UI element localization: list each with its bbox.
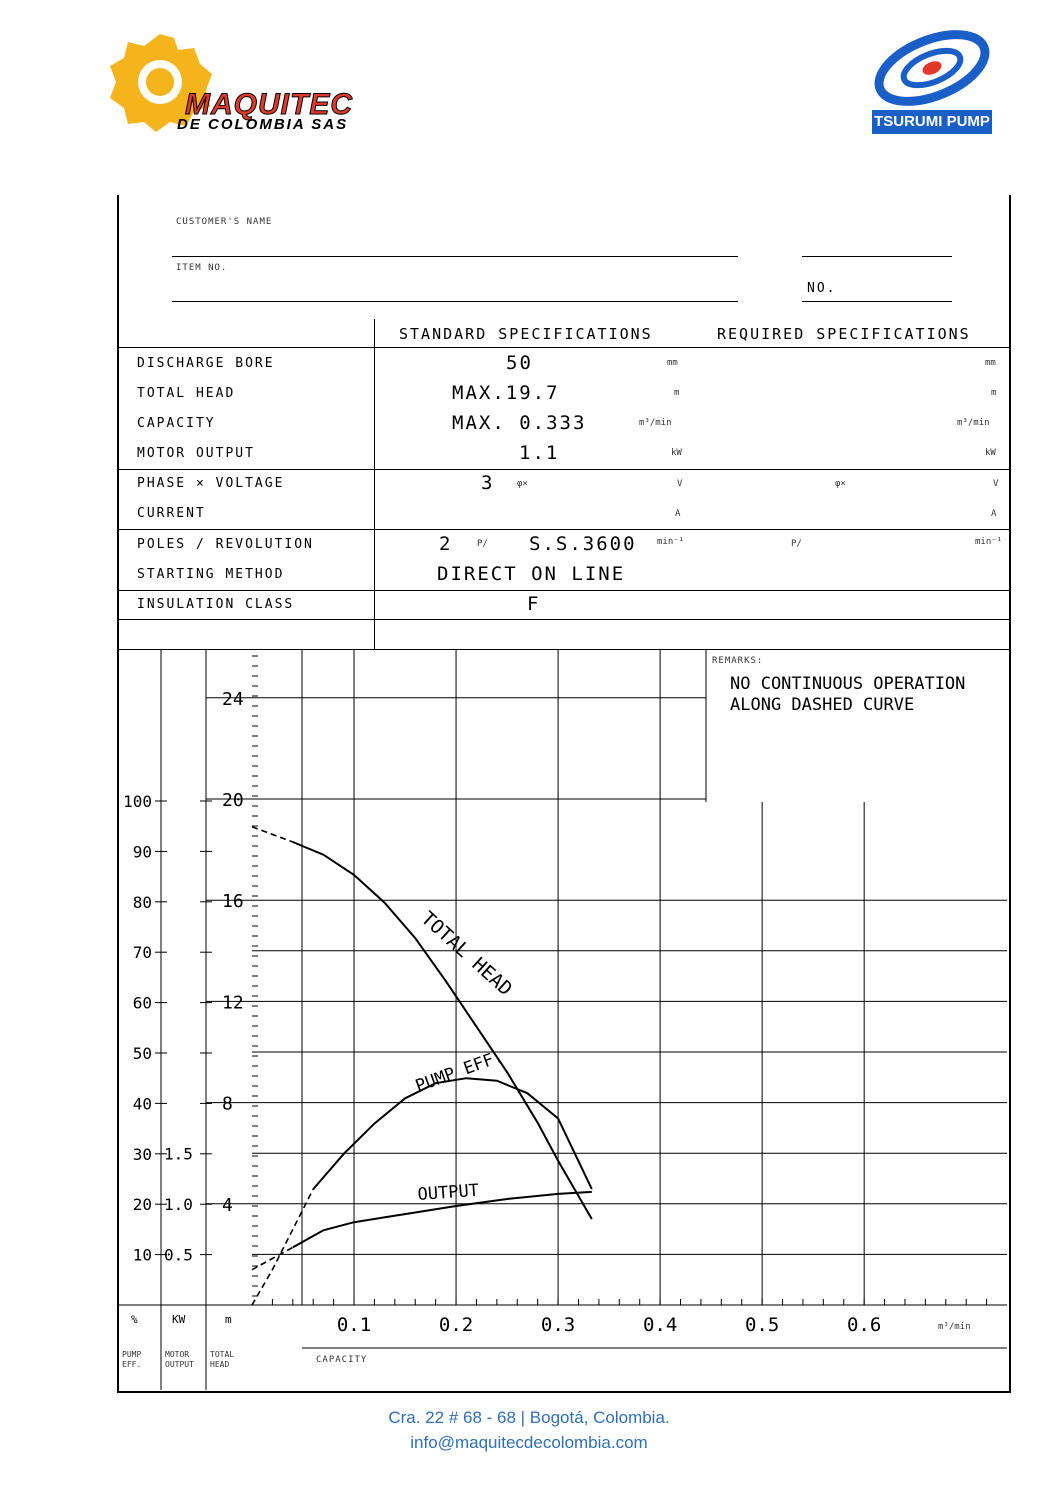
head-tick-label-20: 20 [222, 790, 244, 811]
required-spec-header: REQUIRED SPECIFICATIONS [717, 325, 971, 343]
eff-unit-header: % [131, 1313, 138, 1326]
eff-tick-label-70: 70 [132, 943, 152, 963]
spec-mid-poles: P/ [477, 539, 488, 549]
remarks-line-1: NO CONTINUOUS OPERATION [730, 674, 966, 694]
req-unit-motor-output: kW [985, 448, 996, 458]
spec-unit-current: A [675, 509, 681, 519]
eff-tick-label-100: 100 [123, 792, 152, 811]
req-unit-current: A [991, 509, 997, 519]
spec-unit-total-head: m [674, 388, 680, 398]
spec-label-current: CURRENT [137, 506, 206, 521]
maquitec-wordmark: MAQUITEC [185, 88, 353, 121]
spec-unit-voltage: V [677, 479, 683, 489]
spec-label-starting-method: STARTING METHOD [137, 567, 285, 582]
spec-value-total-head: MAX.19.7 [452, 382, 560, 404]
x-tick-label-0.6: 0.6 [846, 1314, 882, 1336]
eff-curve-solid [313, 1078, 592, 1189]
maquitec-subtitle: DE COLOMBIA SAS [177, 116, 349, 133]
remarks-label: REMARKS: [712, 656, 764, 666]
out-unit-header: KW [172, 1313, 186, 1326]
spec-label-poles-revolution: POLES / REVOLUTION [137, 537, 314, 552]
head-curve-dashed [252, 827, 293, 842]
remarks-line-2: ALONG DASHED CURVE [730, 695, 915, 715]
spec-value-revolution: S.S.3600 [529, 533, 637, 555]
x-tick-label-0.4: 0.4 [642, 1314, 678, 1336]
customer-name-label: CUSTOMER'S NAME [176, 217, 273, 227]
out-name-header: MOTOR OUTPUT [165, 1350, 194, 1369]
spec-label-total-head: TOTAL HEAD [137, 386, 236, 401]
spec-value-insulation-class: F [527, 593, 541, 615]
no-label: NO. [807, 281, 837, 296]
head-tick-label-24: 24 [222, 688, 244, 710]
eff-tick-label-10: 10 [132, 1245, 152, 1265]
req-unit-total-head: m [991, 388, 997, 398]
footer-email: info@maquitecdecolombia.com [410, 1433, 648, 1452]
eff-tick-label-90: 90 [132, 842, 152, 862]
req-unit-voltage: V [993, 479, 999, 489]
spec-value-starting-method: DIRECT ON LINE [437, 563, 626, 585]
eff-tick-label-20: 20 [132, 1195, 152, 1215]
head-tick-label-8: 8 [222, 1093, 233, 1115]
spec-unit-discharge-bore: mm [667, 358, 678, 368]
x-tick-label-0.1: 0.1 [336, 1314, 372, 1336]
spec-unit-revolution: min⁻¹ [657, 537, 685, 547]
spec-unit-motor-output: kW [671, 448, 682, 458]
capacity-axis-label: CAPACITY [316, 1355, 368, 1365]
spec-label-discharge-bore: DISCHARGE BORE [137, 356, 275, 371]
footer-address: Cra. 22 # 68 - 68 | Bogotá, Colombia. [388, 1408, 670, 1427]
eff-name-header: PUMP EFF. [122, 1350, 142, 1369]
spec-unit-capacity: m³/min [639, 418, 672, 428]
req-mid-phase: φ× [835, 479, 846, 489]
req-unit-discharge-bore: mm [985, 358, 996, 368]
spec-value-motor-output: 1.1 [519, 442, 560, 464]
eff-tick-label-40: 40 [132, 1094, 152, 1114]
x-tick-label-0.3: 0.3 [540, 1314, 576, 1336]
spec-label-insulation-class: INSULATION CLASS [137, 597, 295, 612]
capacity-axis-unit: m³/min [938, 1322, 971, 1332]
spec-mid-phase: φ× [517, 479, 528, 489]
tsurumi-wordmark: TSURUMI PUMP [872, 110, 992, 134]
output-tick-label-1.5: 1.5 [164, 1144, 193, 1164]
spec-label-motor-output: MOTOR OUTPUT [137, 446, 255, 461]
spec-label-phase-voltage: PHASE × VOLTAGE [137, 476, 285, 491]
head-tick-label-4: 4 [222, 1194, 233, 1216]
eff-tick-label-60: 60 [132, 993, 152, 1013]
total-head-curve-label: TOTAL HEAD [416, 907, 517, 1001]
eff-curve-dashed [252, 1189, 313, 1305]
req-unit-revolution: min⁻¹ [975, 537, 1003, 547]
head-tick-label-16: 16 [222, 891, 244, 913]
spec-value-phase: 3 [481, 472, 495, 494]
req-unit-capacity: m³/min [957, 418, 990, 428]
spec-value-capacity: MAX. 0.333 [452, 412, 587, 434]
head-curve-solid [293, 842, 592, 1219]
spec-value-poles: 2 [439, 533, 453, 555]
x-tick-label-0.5: 0.5 [744, 1314, 780, 1336]
req-mid-poles: P/ [791, 539, 802, 549]
x-tick-label-0.2: 0.2 [438, 1314, 474, 1336]
output-curve-label: OUTPUT [416, 1180, 480, 1205]
head-name-header: TOTAL HEAD [210, 1350, 235, 1369]
spec-value-discharge-bore: 50 [506, 352, 533, 374]
eff-tick-label-80: 80 [132, 892, 152, 912]
head-unit-header: m [225, 1313, 232, 1326]
output-tick-label-0.5: 0.5 [164, 1245, 193, 1265]
pump-eff-curve-label: PUMP EFF. [412, 1046, 507, 1097]
eff-tick-label-30: 30 [132, 1144, 152, 1164]
eff-tick-label-50: 50 [132, 1044, 152, 1063]
head-tick-label-12: 12 [222, 992, 244, 1014]
item-label: ITEM NO. [176, 263, 228, 273]
standard-spec-header: STANDARD SPECIFICATIONS [399, 325, 653, 343]
spec-label-capacity: CAPACITY [137, 416, 216, 431]
output-curve-dashed [252, 1247, 293, 1269]
output-tick-label-1.0: 1.0 [164, 1195, 193, 1214]
